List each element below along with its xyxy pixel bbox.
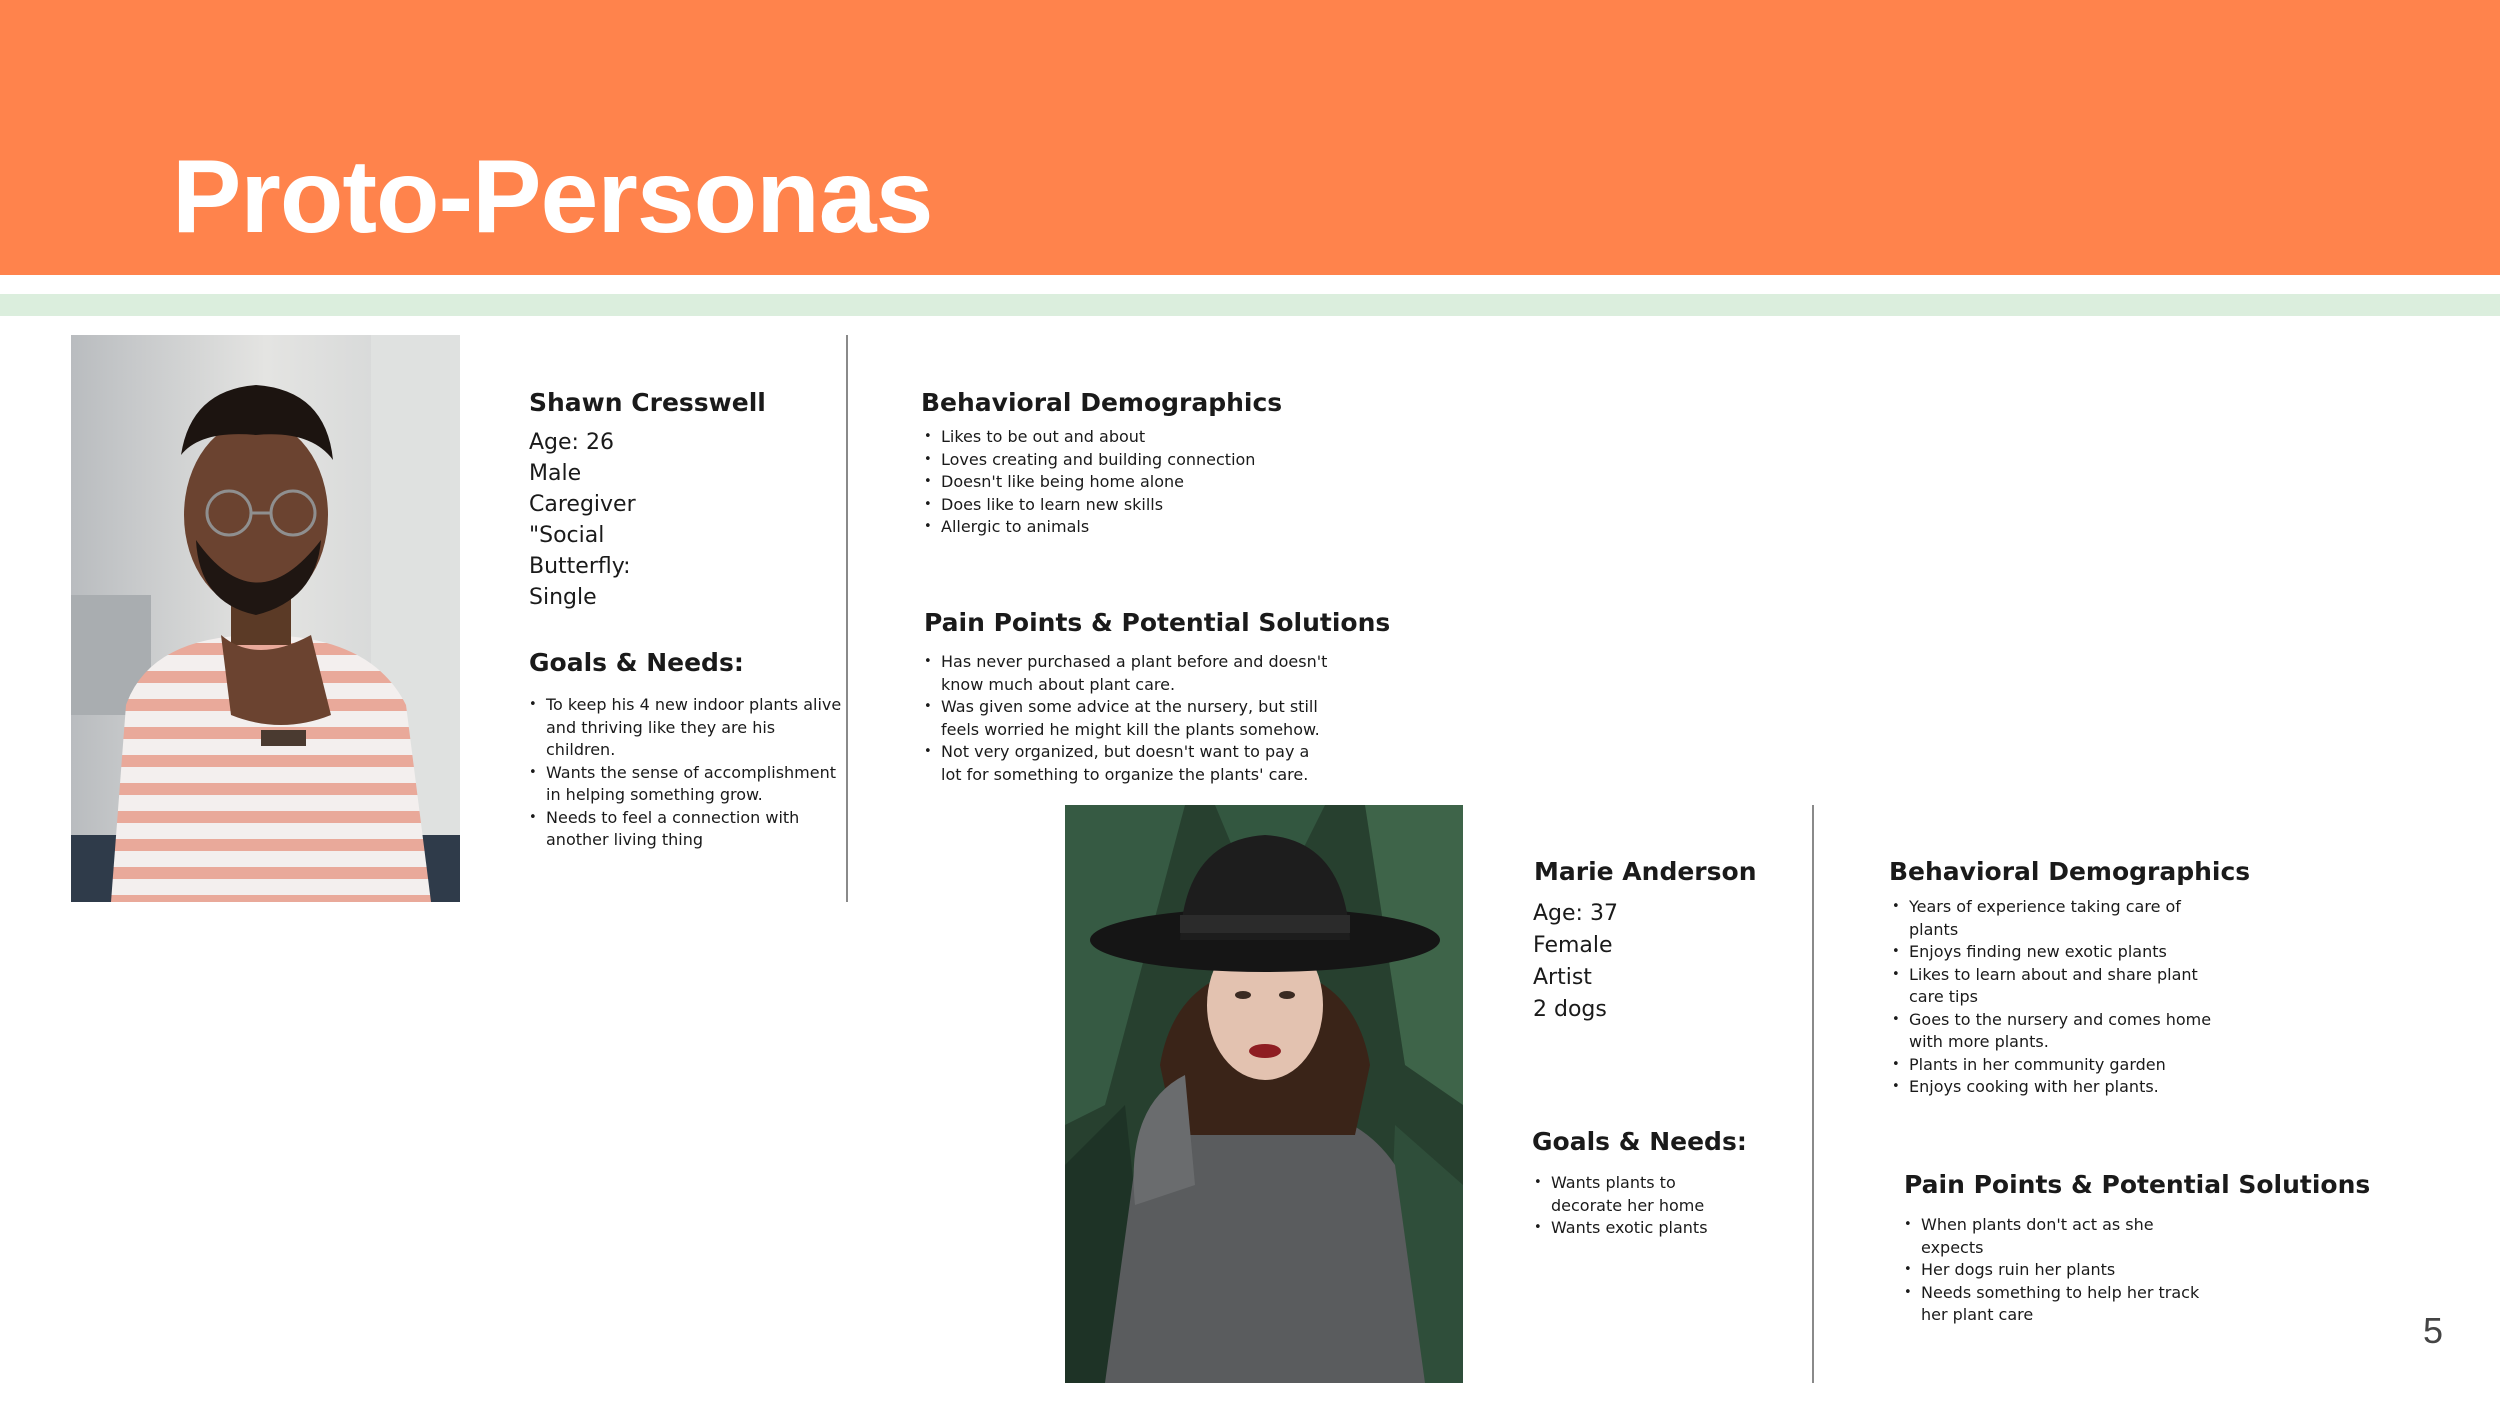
persona-1-stat: Single (529, 585, 597, 610)
list-item: • Was given some advice at the nursery, but still feels worried he might kill the plants somehow. (941, 696, 1331, 741)
list-item: • Does like to learn new skills (941, 494, 1361, 517)
persona-1-pain-heading: Pain Points & Potential Solutions (924, 608, 1391, 637)
list-item: • Her dogs ruin her plants (1921, 1259, 2211, 1282)
persona-2-pain-heading: Pain Points & Potential Solutions (1904, 1170, 2371, 1199)
list-item: • Loves creating and building connection (941, 449, 1361, 472)
persona-1-goals-list (529, 694, 846, 852)
list-item: • Allergic to animals (941, 516, 1361, 539)
list-item: • Goes to the nursery and comes home with more plants. (1909, 1009, 2219, 1054)
persona-1-stat: "Social (529, 523, 605, 548)
list-item: • Wants the sense of accomplishment in helping something grow. (546, 762, 846, 807)
list-item: • To keep his 4 new indoor plants alive and thriving like they are his children. (546, 694, 846, 762)
list-item: • Plants in her community garden (1909, 1054, 2219, 1077)
list-item: • Enjoys finding new exotic plants (1909, 941, 2219, 964)
list-item: • Needs to feel a connection with another living thing (546, 807, 846, 852)
persona-2-behavioral-list (1892, 896, 2219, 1099)
persona-1-behavioral-list (924, 426, 1361, 539)
list-item: • Wants exotic plants (1551, 1217, 1751, 1240)
persona-2-stat: Female (1533, 933, 1613, 958)
list-item: • Needs something to help her track her plant care (1921, 1282, 2211, 1327)
persona-1-goals-heading: Goals & Needs: (529, 648, 744, 677)
slide-title: Proto-Personas (172, 139, 933, 255)
persona-2-pain-list (1904, 1214, 2211, 1327)
persona-1-stats (529, 427, 636, 613)
persona-2-goals-heading: Goals & Needs: (1532, 1127, 1747, 1156)
list-item: • Not very organized, but doesn't want to pay a lot for something to organize the plants' care. (941, 741, 1331, 786)
persona-2-stat: 2 dogs (1533, 997, 1607, 1022)
list-item: • Has never purchased a plant before and doesn't know much about plant care. (941, 651, 1331, 696)
persona-1-stat: Caregiver (529, 492, 636, 517)
list-item: • Years of experience taking care of plants (1909, 896, 2219, 941)
list-item: • Enjoys cooking with her plants. (1909, 1076, 2219, 1099)
persona-2-stat: Artist (1533, 965, 1592, 990)
persona-2-stats (1533, 898, 1618, 1026)
persona-2-divider (1812, 805, 1814, 1383)
list-item: • Wants plants to decorate her home (1551, 1172, 1751, 1217)
list-item: • Doesn't like being home alone (941, 471, 1361, 494)
persona-1-behavioral-heading: Behavioral Demographics (921, 388, 1283, 417)
page-number: 5 (2423, 1310, 2444, 1351)
persona-1-stat: Male (529, 461, 582, 486)
list-item: • Likes to learn about and share plant care tips (1909, 964, 2219, 1009)
list-item: • When plants don't act as she expects (1921, 1214, 2211, 1259)
persona-2-photo (1065, 805, 1463, 1383)
persona-1-name: Shawn Cresswell (529, 388, 766, 417)
persona-2-behavioral-heading: Behavioral Demographics (1889, 857, 2251, 886)
persona-1-stat: Age: 26 (529, 430, 614, 455)
accent-stripe (0, 294, 2500, 316)
persona-2-goals-list (1534, 1172, 1751, 1240)
list-item: • Likes to be out and about (941, 426, 1361, 449)
persona-1-pain-list (924, 651, 1331, 786)
persona-1-photo (71, 335, 460, 902)
persona-1-divider (846, 335, 848, 902)
persona-1-stat: Butterfly: (529, 554, 631, 579)
persona-2-stat: Age: 37 (1533, 901, 1618, 926)
persona-2-name: Marie Anderson (1534, 857, 1757, 886)
